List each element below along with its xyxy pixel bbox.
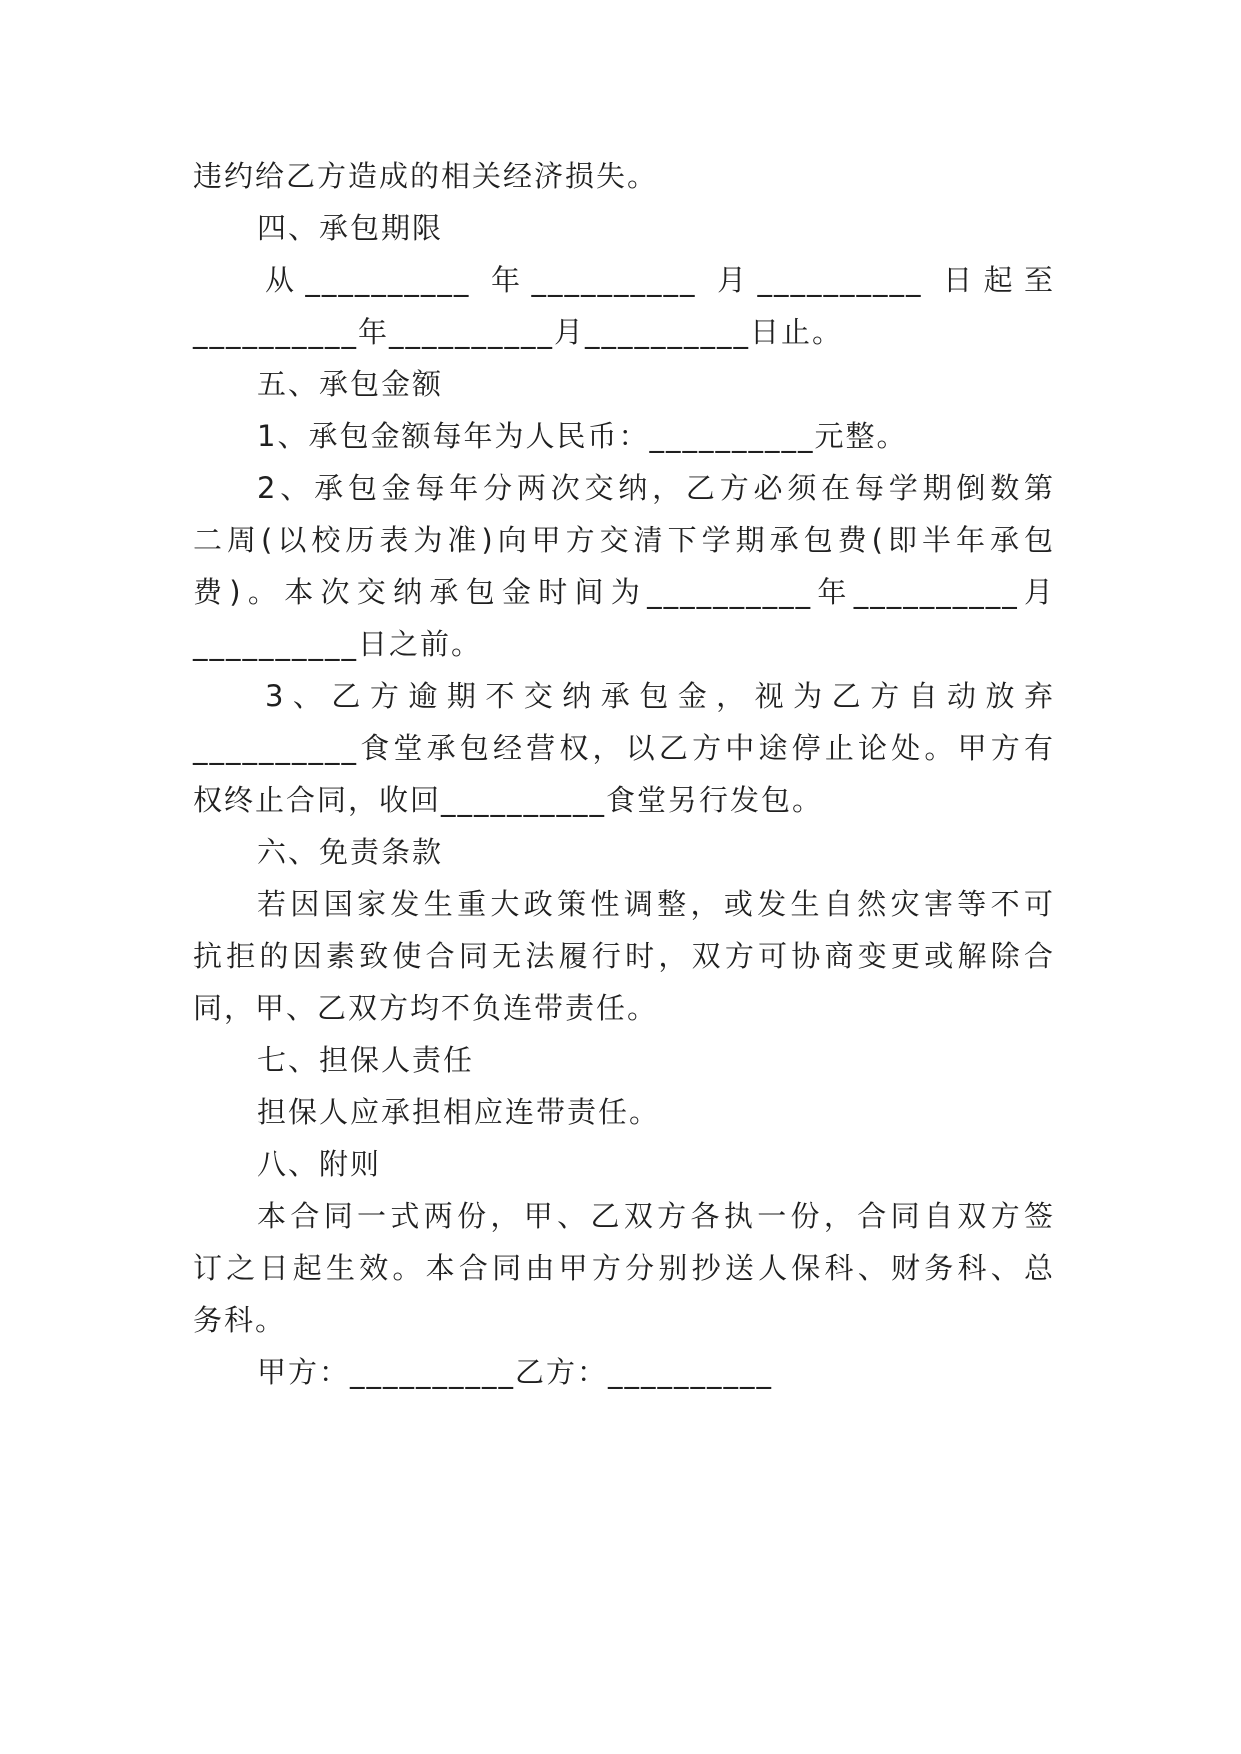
text-line: 权终止合同，收回__________食堂另行发包。	[193, 783, 824, 817]
text-line: 1、承包金额每年为人民币：__________元整。	[257, 419, 908, 453]
signature-line: 甲方：__________乙方：__________	[257, 1355, 774, 1389]
text-line: __________日之前。	[193, 627, 483, 661]
text-line: 违约给乙方造成的相关经济损失。	[193, 159, 659, 193]
text-line: 二周(以校历表为准)向甲方交清下学期承包费(即半年承包	[193, 523, 1055, 557]
text-line: 务科。	[193, 1303, 287, 1337]
text-line: 担保人应承担相应连带责任。	[257, 1095, 661, 1129]
text-line: 订之日起生效。本合同由甲方分别抄送人保科、财务科、总	[193, 1251, 1055, 1285]
section-heading-amount: 五、承包金额	[257, 367, 444, 401]
text-line: __________食堂承包经营权，以乙方中途停止论处。甲方有	[193, 731, 1055, 765]
text-line: 本合同一式两份，甲、乙双方各执一份，合同自双方签	[257, 1199, 1055, 1233]
section-heading-exemption: 六、免责条款	[257, 835, 444, 869]
text-line: __________年__________月__________日止。	[193, 315, 844, 349]
text-line: 3、乙方逾期不交纳承包金，视为乙方自动放弃	[265, 679, 1055, 713]
text-line: 费)。本次交纳承包金时间为__________年__________月	[193, 575, 1055, 609]
text-line: 同，甲、乙双方均不负连带责任。	[193, 991, 659, 1025]
section-heading-term: 四、承包期限	[257, 211, 444, 245]
text-line: 从__________ 年__________ 月__________ 日起至	[265, 263, 1055, 297]
section-heading-supplementary: 八、附则	[257, 1147, 382, 1181]
text-line: 抗拒的因素致使合同无法履行时，双方可协商变更或解除合	[193, 939, 1055, 973]
text-line: 若因国家发生重大政策性调整，或发生自然灾害等不可	[257, 887, 1055, 921]
section-heading-guarantor: 七、担保人责任	[257, 1043, 475, 1077]
text-line: 2、承包金每年分两次交纳，乙方必须在每学期倒数第	[257, 471, 1055, 505]
